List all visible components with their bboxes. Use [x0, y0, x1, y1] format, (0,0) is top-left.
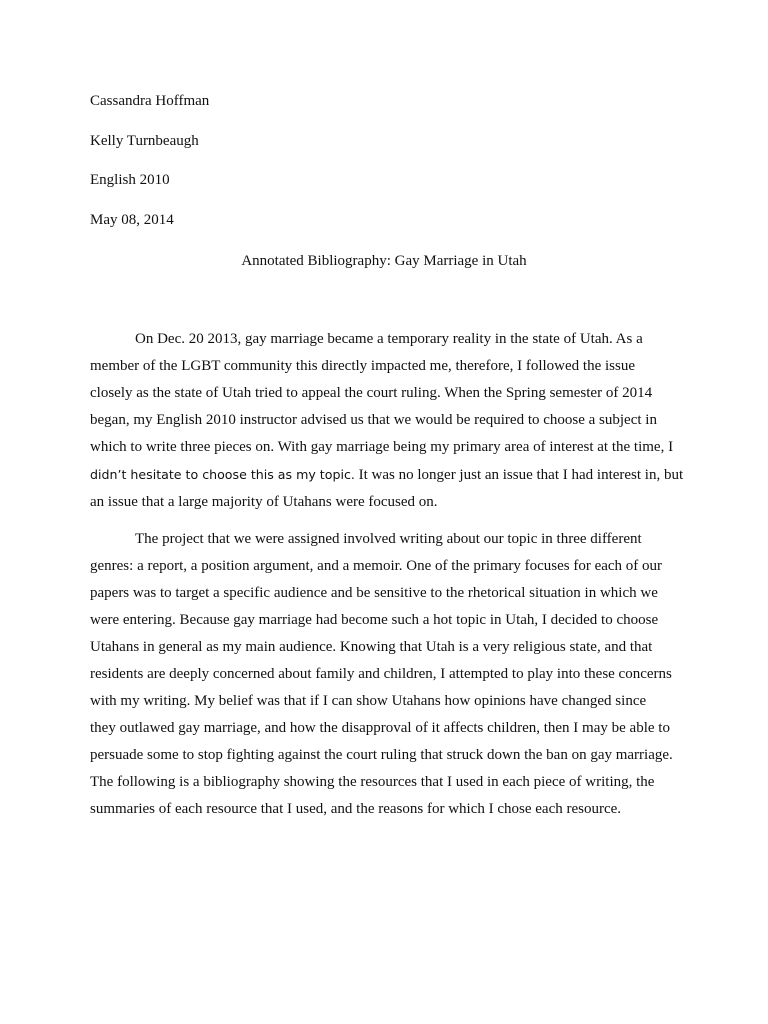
text-line: closely as the state of Utah tried to appeal the court ruling. When the Spring semester of 2014	[90, 385, 653, 401]
document-title: Annotated Bibliography: Gay Marriage in Utah	[241, 253, 527, 269]
text-line: which to write three pieces on. With gay marriage being my primary area of interest at the time, I	[90, 439, 674, 455]
text-line: member of the LGBT community this directly impacted me, therefore, I followed the issue	[90, 358, 635, 374]
author-name: Cassandra Hoffman	[90, 93, 210, 109]
text-line: On Dec. 20 2013, gay marriage became a temporary reality in the state of Utah. As a	[135, 331, 643, 347]
text-line: they outlawed gay marriage, and how the disapproval of it affects children, then I may be able to	[90, 720, 670, 736]
paragraph	[90, 326, 690, 516]
sans-serif-run: didn’t hesitate to choose this as my topic.	[90, 467, 355, 482]
text-line: residents are deeply concerned about family and children, I attempted to play into these concerns	[90, 666, 672, 682]
text-line: papers was to target a specific audience and be sensitive to the rhetorical situation in which we	[90, 585, 658, 601]
body-paragraph-1	[90, 326, 690, 516]
document-date: May 08, 2014	[90, 212, 174, 228]
serif-run: It was no longer just an issue that I had interest in, but	[354, 467, 684, 483]
text-line: were entering. Because gay marriage had become such a hot topic in Utah, I decided to choose	[90, 612, 659, 628]
text-line: summaries of each resource that I used, and the reasons for which I chose each resource.	[90, 801, 622, 817]
text-line: persuade some to stop fighting against the court ruling that struck down the ban on gay marriage.	[90, 747, 673, 763]
text-line: with my writing. My belief was that if I can show Utahans how opinions have changed since	[90, 693, 647, 709]
text-line: The project that we were assigned involved writing about our topic in three different	[135, 531, 642, 547]
text-line: genres: a report, a position argument, and a memoir. One of the primary focuses for each of our	[90, 558, 663, 574]
text-line-mixed-font	[90, 461, 690, 489]
course-name: English 2010	[90, 172, 170, 188]
paragraph	[90, 526, 690, 823]
text-line: Utahans in general as my main audience. Knowing that Utah is a very religious state, and that	[90, 639, 653, 655]
body-paragraph-2	[90, 526, 690, 823]
text-line: an issue that a large majority of Utahans were focused on.	[90, 494, 438, 510]
text-line: began, my English 2010 instructor advised us that we would be required to choose a subject in	[90, 412, 657, 428]
instructor-name: Kelly Turnbeaugh	[90, 133, 199, 149]
text-line: The following is a bibliography showing the resources that I used in each piece of writing, the	[90, 774, 655, 790]
